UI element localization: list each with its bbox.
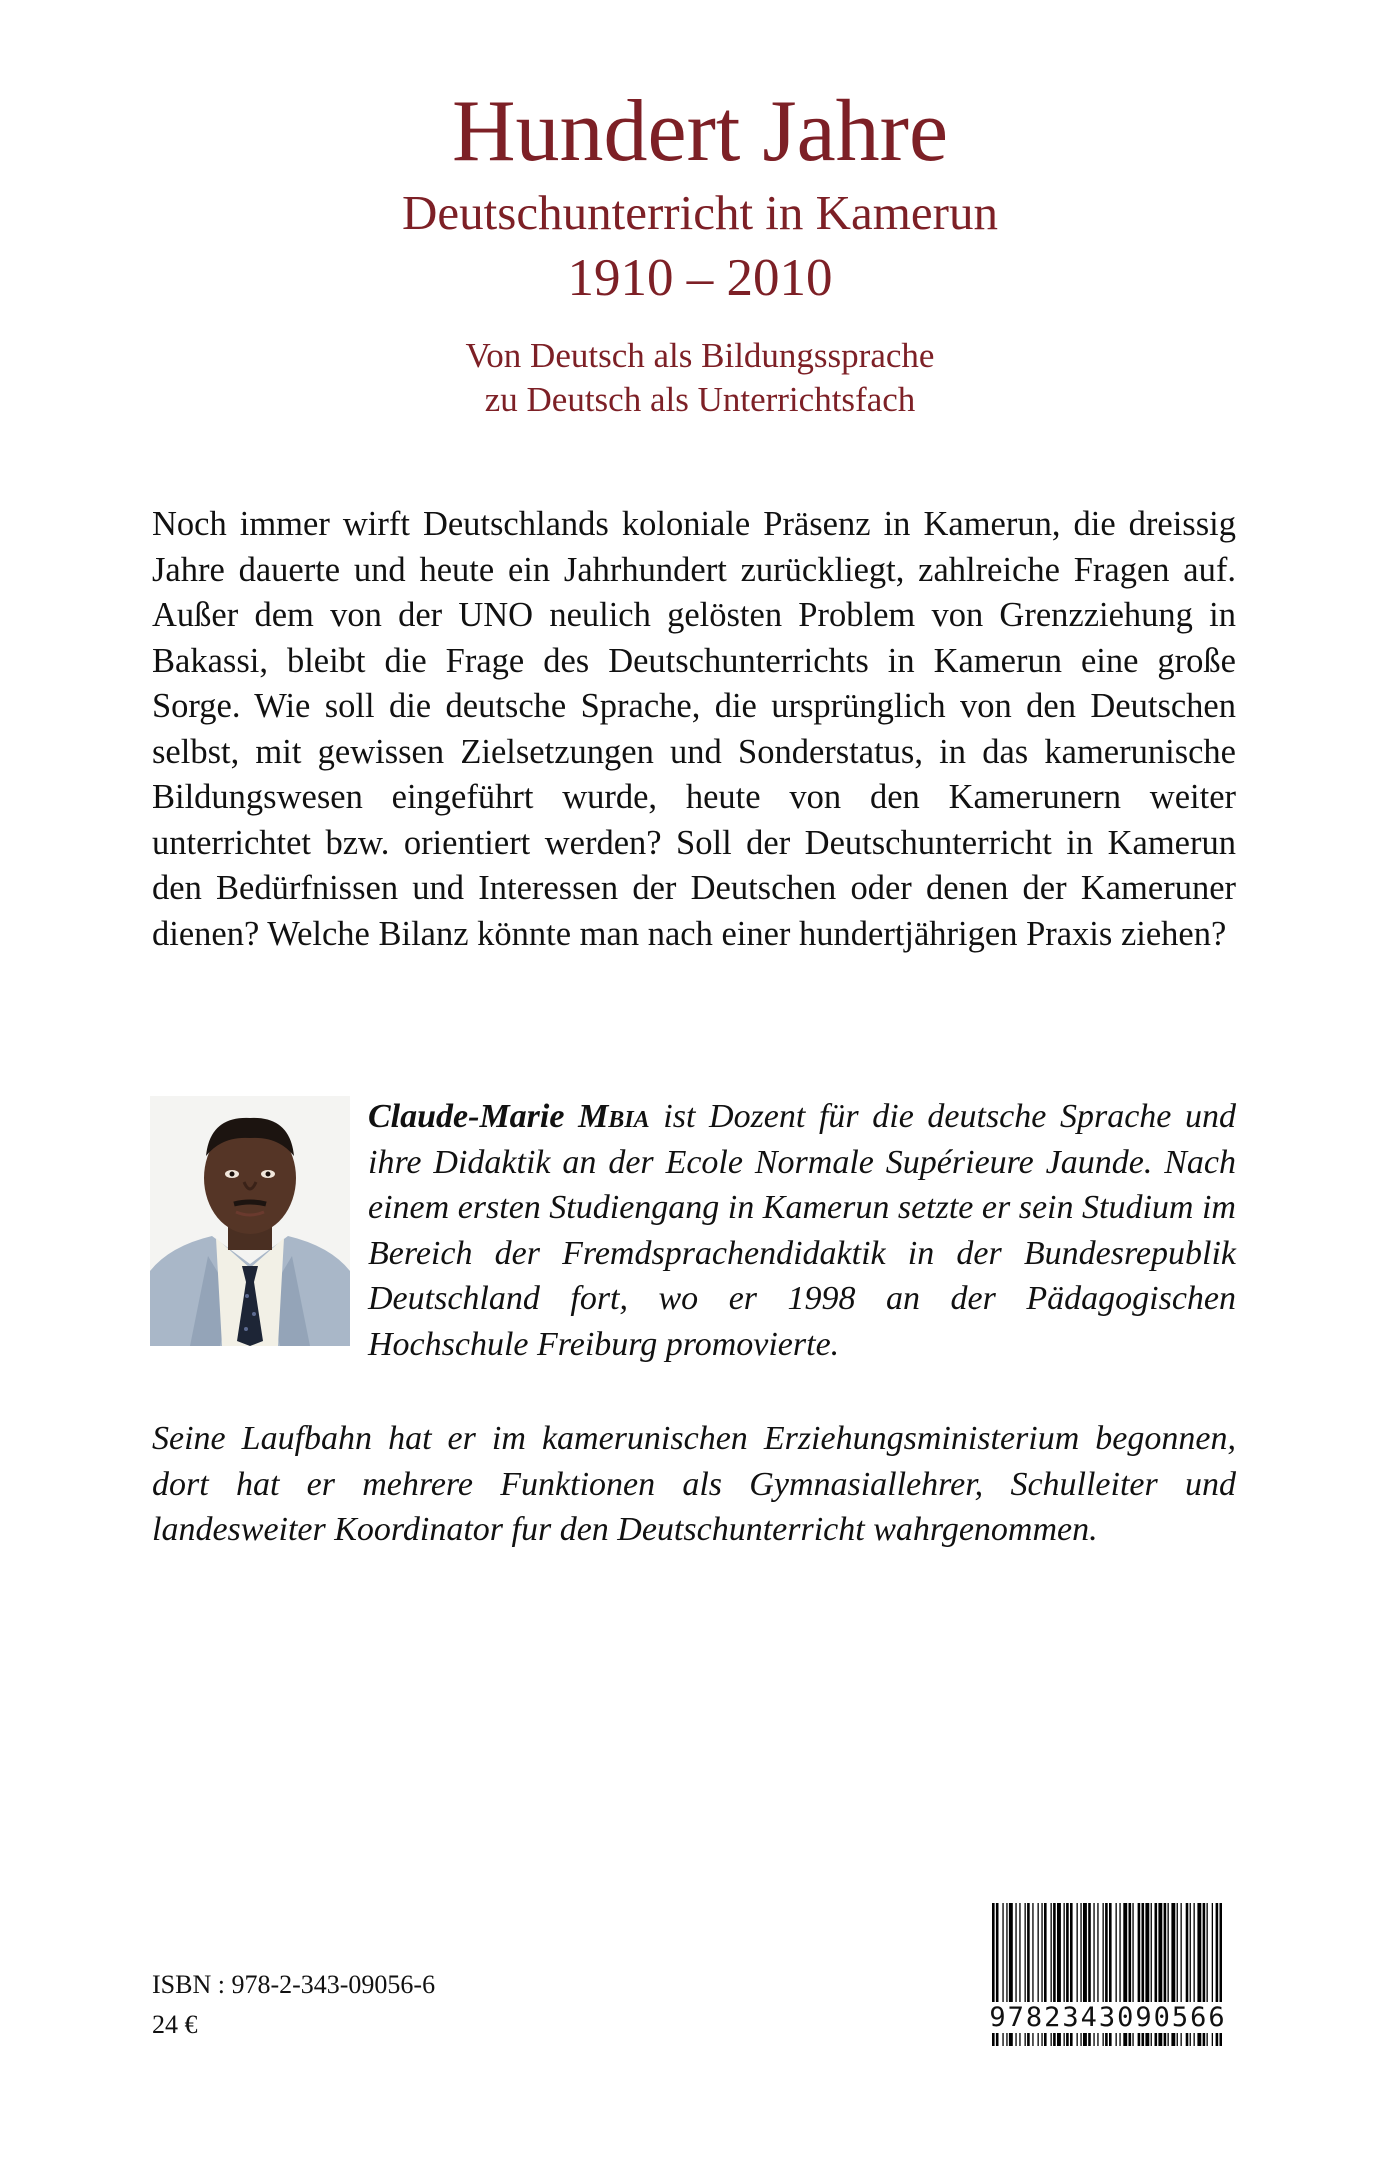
author-portrait-image <box>150 1096 350 1346</box>
book-years: 1910 – 2010 <box>567 249 833 307</box>
book-title: Hundert Jahre <box>451 83 949 180</box>
tagline-line-2: zu Deutsch als Unterrichtsfach <box>484 380 916 419</box>
price-label: 24 € <box>152 2010 198 2039</box>
isbn-label: ISBN : 978-2-343-09056-6 <box>152 1970 436 1999</box>
book-tagline <box>0 334 1400 422</box>
barcode-digits: 9782343090566 <box>982 2002 1234 2033</box>
book-blurb: Noch immer wirft Deutschlands koloniale Präsenz in Kamerun, die dreissig Jahre dauerte und heute ein Jahrhundert zurückliegt, zahlreiche Fragen auf. Außer dem von der UNO neulich gelösten Problem von Grenzziehung in Bakassi, bleibt die Frage des Deutschunterrichts in Kamerun eine große Sorge. Wie soll die deutsche Sprache, die ursprünglich von den Deutschen selbst, mit gewissen Zielsetzungen und Sonderstatus, in das kamerunische Bildungswesen eingeführt wurde, heute von den Kamerunern weiter unterrichtet bzw. orientiert werden? Soll der Deutschunterricht in Kamerun den Bedürfnissen und Interessen der Deutschen oder denen der Kameruner dienen? Welche Bilanz könnte man nach einer hundertjährigen Praxis ziehen? <box>152 505 1236 953</box>
book-subtitle: Deutschunterricht in Kamerun <box>402 185 998 240</box>
author-bio <box>368 1094 1236 1367</box>
tagline-line-1: Von Deutsch als Bildungssprache <box>465 336 935 375</box>
author-first-name: Claude-Marie <box>368 1098 565 1135</box>
author-bio-text: ist Dozent für die deutsche Sprache und ihre Didaktik an der Ecole Normale Supérieure Jaunde. Nach einem ersten Studiengang in Kamerun setzte er sein Studium im Bereich der Fremdsprachendidaktik in der Bundesrepublik Deutschland fort, wo er 1998 an der Pädagogischen Hochschule Freiburg promovierte. <box>368 1098 1237 1363</box>
author-career: Seine Laufbahn hat er im kamerunischen Erziehungsministerium begonnen, dort hat er mehrere Funktionen als Gymnasiallehrer, Schulleiter und landesweiter Koordinator fur den Deutschunterricht wahrgenommen. <box>152 1420 1236 1548</box>
title-block <box>0 82 1400 422</box>
author-last-name: Mbia <box>578 1098 650 1135</box>
author-photo <box>150 1096 350 1346</box>
